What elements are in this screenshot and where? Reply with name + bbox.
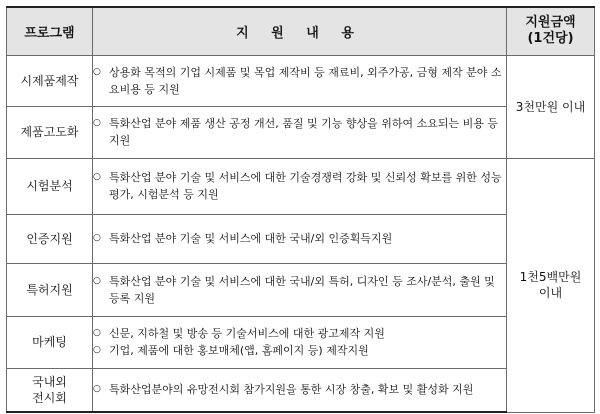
amount-cell xyxy=(507,158,595,412)
content-cell xyxy=(93,158,507,214)
program-cell xyxy=(7,368,93,412)
table-row xyxy=(7,263,595,316)
list-item xyxy=(93,230,506,247)
bullet-icon: ○ xyxy=(93,233,101,243)
bullet-icon: ○ xyxy=(93,172,101,182)
program-name-line1: 국내외 xyxy=(32,374,67,389)
program-name: 특허지원 xyxy=(26,282,73,297)
support-table-container xyxy=(6,6,594,413)
content-cell xyxy=(93,106,507,158)
list-item xyxy=(93,64,506,98)
bullet-icon: ○ xyxy=(93,345,101,355)
program-cell xyxy=(7,55,93,106)
content-cell xyxy=(93,214,507,263)
program-cell xyxy=(7,263,93,316)
program-cell xyxy=(7,214,93,263)
content-cell xyxy=(93,316,507,368)
content-cell xyxy=(93,263,507,316)
bullet-icon: ○ xyxy=(93,384,101,395)
header-program xyxy=(7,7,93,55)
program-name: 제품고도화 xyxy=(20,125,79,139)
amount-cell xyxy=(507,55,595,158)
content-cell xyxy=(93,368,507,412)
amount-value-line1: 1천5백만원 xyxy=(519,270,582,284)
header-content xyxy=(93,7,507,55)
program-name-line2: 전시회 xyxy=(32,390,67,405)
list-item xyxy=(93,325,506,342)
program-cell xyxy=(7,158,93,214)
program-name: 시험분석 xyxy=(26,179,73,193)
list-item xyxy=(93,273,506,307)
bullet-icon: ○ xyxy=(93,66,101,77)
table-row xyxy=(7,214,595,263)
header-amount-line2: (1건당) xyxy=(527,31,574,47)
list-item xyxy=(93,115,506,149)
table-row xyxy=(7,106,595,158)
header-content-label: 지 원 내 용 xyxy=(236,25,363,41)
list-item xyxy=(93,342,506,359)
table-row xyxy=(7,55,595,106)
bullet-icon: ○ xyxy=(93,118,101,128)
list-item-text: 특화산업 분야 기술 및 서비스에 대한 국내/외 특허, 디자인 등 조사/분석, 출원 및 등록 지원 xyxy=(109,274,495,305)
list-item xyxy=(93,169,506,203)
header-amount xyxy=(507,7,595,55)
program-cell xyxy=(7,106,93,158)
program-name: 마케팅 xyxy=(32,335,67,349)
list-item-text: 특화산업 분야 기술 및 서비스에 대한 국내/외 인증획득지원 xyxy=(109,232,393,245)
header-amount-line1: 지원금액 xyxy=(525,15,576,31)
table-row xyxy=(7,316,595,368)
bullet-icon: ○ xyxy=(93,328,101,338)
table-row xyxy=(7,158,595,214)
program-cell xyxy=(7,316,93,368)
amount-value-line2: 이내 xyxy=(538,286,563,300)
program-name: 시제품제작 xyxy=(20,73,79,88)
header-program-label: 프로그램 xyxy=(24,25,75,41)
support-program-table xyxy=(6,6,595,413)
list-item-text: 특화산업분야의 유망전시회 참가지원을 통한 시장 창출, 확보 및 활성화 지원 xyxy=(109,383,474,397)
content-cell xyxy=(93,55,507,106)
list-item-text: 특화산업 분야 제품 생산 공정 개선, 품질 및 기능 향상을 위하여 소요되는 비용 등 지원 xyxy=(109,117,498,147)
list-item-text: 특화산업 분야 기술 및 서비스에 대한 기술경쟁력 강화 및 신뢰성 확보를 위한 성능평가, 시험분석 등 지원 xyxy=(109,171,502,201)
list-item-text: 상용화 목적의 기업 시제품 및 목업 제작비 등 재료비, 외주가공, 금형 제작 분야 소요비용 등 지원 xyxy=(109,65,502,96)
list-item-text: 신문, 지하철 및 방송 등 기술서비스에 대한 광고제작 지원 xyxy=(109,327,385,340)
program-name: 인증지원 xyxy=(26,231,73,246)
table-header-row xyxy=(7,7,595,55)
list-item xyxy=(93,381,506,398)
list-item-text: 기업, 제품에 대한 홍보매체(앱, 홈페이지 등) 제작지원 xyxy=(109,344,369,357)
bullet-icon: ○ xyxy=(93,275,101,286)
table-row xyxy=(7,368,595,412)
amount-value: 3천만원 이내 xyxy=(515,99,586,114)
